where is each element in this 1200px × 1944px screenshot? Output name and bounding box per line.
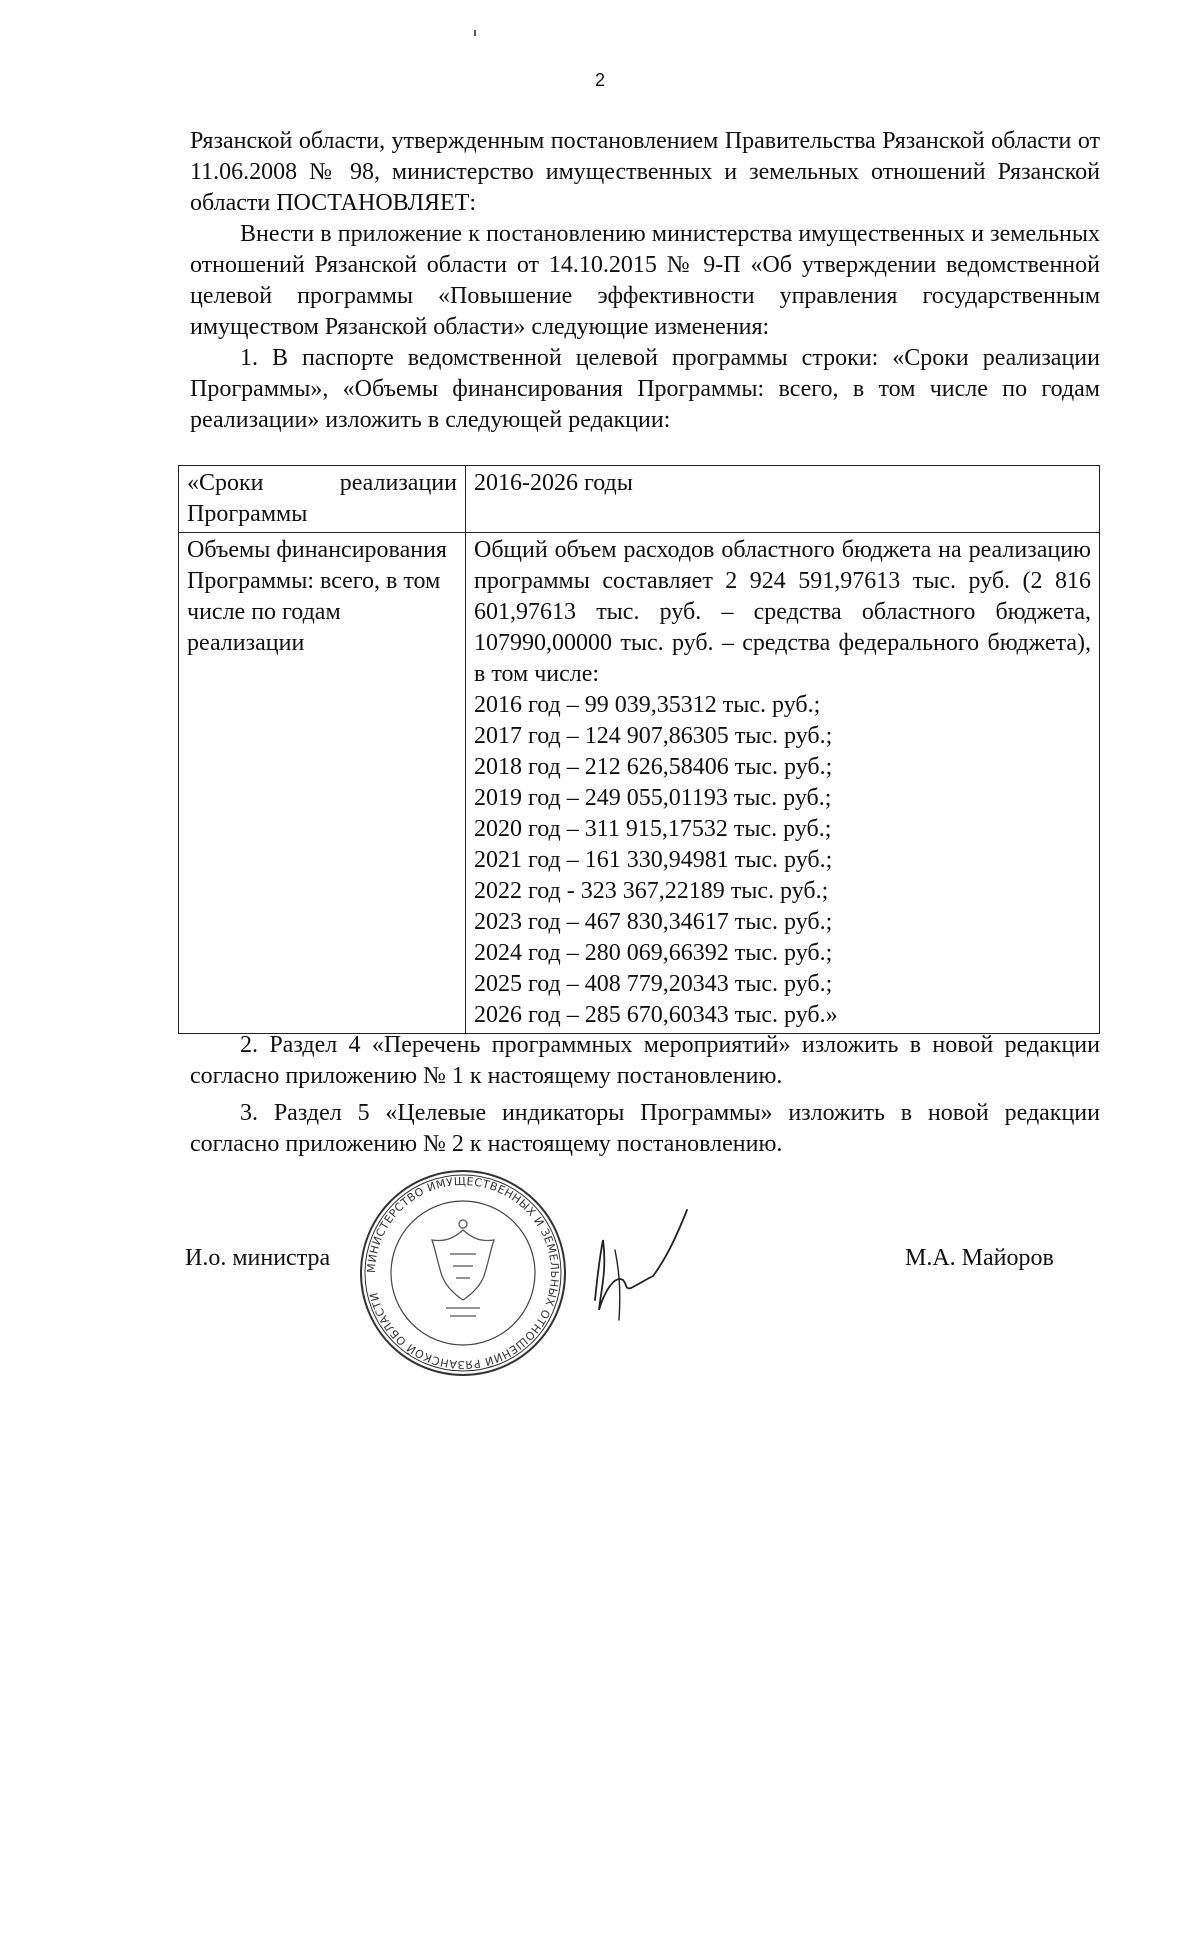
- funding-year-2025: 2025 год – 408 779,20343 тыс. руб.;: [474, 971, 833, 997]
- double-headed-eagle-icon: [432, 1220, 494, 1316]
- table-row: [179, 533, 1100, 1034]
- handwritten-signature: [575, 1180, 705, 1340]
- signatory-name: М.А. Майоров: [905, 1245, 1054, 1271]
- item-3-paragraph: 3. Раздел 5 «Целевые индикаторы Программы» изложить в новой редакции согласно приложению № 2 к настоящему постановлению.: [190, 1100, 1100, 1157]
- funding-year-2022: 2022 год - 323 367,22189 тыс. руб.;: [474, 878, 829, 904]
- stamp-ring-text: МИНИСТЕРСТВО ИМУЩЕСТВЕННЫХ И ЗЕМЕЛЬНЫХ ОТНОШЕНИЙ РЯЗАНСКОЙ ОБЛАСТИ: [364, 1174, 562, 1372]
- program-passport-table: [178, 465, 1100, 1034]
- funding-year-2019: 2019 год – 249 055,01193 тыс. руб.;: [474, 785, 832, 811]
- table-cell-funding-label: Объемы финансирования Программы: всего, в том числе по годам реализации: [179, 533, 466, 1034]
- term-label-line-2: Программы: [187, 501, 308, 527]
- official-seal-stamp: [358, 1168, 568, 1378]
- item-2-paragraph: 2. Раздел 4 «Перечень программных мероприятий» изложить в новой редакции согласно приложению № 1 к настоящему постановлению.: [190, 1032, 1100, 1089]
- funding-year-2021: 2021 год – 161 330,94981 тыс. руб.;: [474, 847, 833, 873]
- svg-text:МИНИСТЕРСТВО ИМУЩЕСТВЕННЫХ И З: [365, 1175, 561, 1371]
- scan-mark: [474, 30, 476, 36]
- main-paragraph: Внести в приложение к постановлению министерства имущественных и земельных отношений Рязанской области от 14.10.2015 № 9-П «Об утверждении ведомственной целевой программы «Повышение эффективности управления государственным имуществом Рязанской области» следующие изменения:: [190, 221, 1100, 340]
- page-number: 2: [594, 70, 605, 90]
- funding-year-2026: 2026 год – 285 670,60343 тыс. руб.»: [474, 1002, 838, 1028]
- table-cell-term-label: [179, 466, 466, 533]
- table-cell-term-value: 2016-2026 годы: [466, 466, 1100, 533]
- signatory-title: И.о. министра: [185, 1245, 331, 1271]
- funding-year-2024: 2024 год – 280 069,66392 тыс. руб.;: [474, 940, 833, 966]
- funding-year-2016: 2016 год – 99 039,35312 тыс. руб.;: [474, 692, 821, 718]
- term-label-line-1: «Сроки реализации: [187, 470, 457, 496]
- funding-year-2018: 2018 год – 212 626,58406 тыс. руб.;: [474, 754, 833, 780]
- intro-paragraph: Рязанской области, утвержденным постановлением Правительства Рязанской области от 11.06.2008 № 98, министерство имущественных и земельных отношений Рязанской области ПОСТАНОВЛЯЕТ:: [190, 128, 1100, 216]
- funding-year-2020: 2020 год – 311 915,17532 тыс. руб.;: [474, 816, 832, 842]
- funding-summary: Общий объем расходов областного бюджета на реализацию программы составляет 2 924 591,97613 тыс. руб. (2 816 601,97613 тыс. руб. – средства областного бюджета, 107990,00000 тыс. руб. – средства федерального бюджета), в том числе:: [474, 537, 1091, 687]
- table-cell-funding-value: [466, 533, 1100, 1034]
- item-1-paragraph: 1. В паспорте ведомственной целевой программы строки: «Сроки реализации Программы», «Объемы финансирования Программы: всего, в том числе по годам реализации» изложить в следующей редакции:: [190, 345, 1100, 433]
- funding-year-2023: 2023 год – 467 830,34617 тыс. руб.;: [474, 909, 833, 935]
- table-row: [179, 466, 1100, 533]
- document-body: [190, 126, 1100, 436]
- closing-items: [190, 1030, 1100, 1166]
- funding-year-2017: 2017 год – 124 907,86305 тыс. руб.;: [474, 723, 833, 749]
